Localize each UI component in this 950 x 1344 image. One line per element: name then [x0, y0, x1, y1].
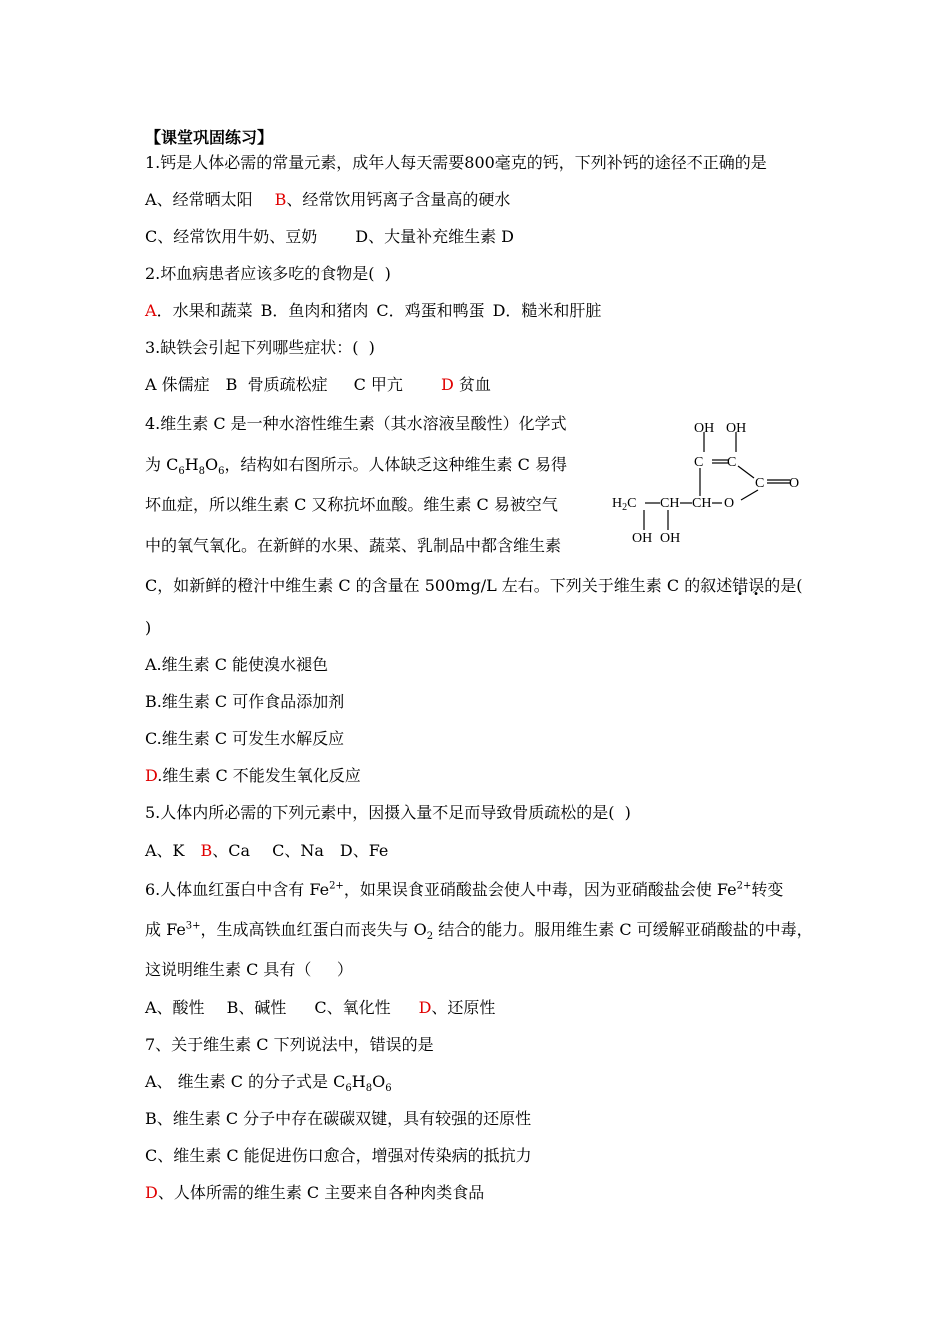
q6-line1-b: ，如果误食亚硝酸盐会使人中毒，因为亚硝酸盐会使 Fe: [343, 880, 737, 899]
q4-formula-h-count: 8: [198, 466, 206, 478]
q4-line5-end: 的是(: [764, 576, 803, 595]
struct-c-1: C: [694, 455, 704, 470]
q1-options-ab: [145, 190, 510, 210]
q5-d-text: D、Fe: [339, 841, 389, 860]
struct-c-3: C: [755, 476, 765, 491]
q1-a-text: 、经常晒太阳: [156, 190, 253, 209]
q1-options-cd: [145, 227, 514, 247]
q1-a-key: A: [145, 190, 157, 209]
q1-c-text: 、经常饮用牛奶、豆奶: [157, 227, 318, 246]
q6-a-text: A、酸性: [145, 998, 205, 1017]
q6-d-key-answer: D: [418, 998, 432, 1017]
q4-line2: [145, 455, 567, 478]
q2-d-text: D．糙米和肝脏: [492, 301, 602, 320]
q7-stem: 7、关于维生素 C 下列说法中，错误的是: [145, 1035, 434, 1054]
q4-formula-c: 为 C: [145, 455, 179, 474]
struct-h2c: $H_2C$: [612, 496, 637, 513]
q4-formula-o: O: [205, 455, 219, 474]
q4-option-c: C.维生素 C 可发生水解反应: [145, 729, 345, 748]
q2-a-key-answer: A: [145, 301, 157, 320]
q4-line1: 4.维生素 C 是一种水溶性维生素（其水溶液呈酸性）化学式: [145, 414, 567, 433]
q1-stem: 1.钙是人体必需的常量元素，成年人每天需要800毫克的钙，下列补钙的途径不正确的是: [145, 153, 767, 172]
q4-d-key-answer: D: [145, 766, 158, 785]
q4-emphasis-char-1: 错: [732, 576, 749, 595]
q3-d-key-answer: D: [440, 375, 454, 394]
q6-options: [145, 998, 495, 1018]
q5-b-text: 、Ca: [212, 841, 251, 860]
q4-line6: ): [145, 618, 152, 637]
struct-ch-2: CH: [692, 496, 712, 511]
q6-line1: [145, 880, 783, 900]
q4-emphasis-char-2: 误: [748, 576, 765, 595]
q3-c-text: C 甲亢: [353, 375, 403, 394]
q4-line3: 坏血症，所以维生素 C 又称抗坏血酸。维生素 C 易被空气: [145, 495, 558, 514]
q6-line2: [145, 920, 813, 943]
q2-stem: 2.坏血病患者应该多吃的食物是( ): [145, 264, 391, 283]
q3-a-text: A 侏儒症: [145, 375, 210, 394]
struct-o-ring: O: [724, 496, 735, 511]
q7-option-b: B、维生素 C 分子中存在碳碳双键，具有较强的还原性: [145, 1109, 532, 1128]
q7-option-c: C、维生素 C 能促进伤口愈合，增强对传染病的抵抗力: [145, 1146, 532, 1165]
struct-oh-4: OH: [660, 531, 681, 546]
q1-b-text: 、经常饮用钙离子含量高的硬水: [286, 190, 511, 209]
q6-charge-2: 2+: [736, 880, 752, 892]
q7-d-key-answer: D: [145, 1183, 158, 1202]
q7-d-text: 、人体所需的维生素 C 主要来自各种肉类食品: [157, 1183, 485, 1202]
struct-oh-1: OH: [694, 421, 715, 436]
q5-b-key-answer: B: [200, 841, 213, 860]
q6-line2-c: 结合的能力。服用维生素 C 可缓解亚硝酸盐的中毒，: [433, 920, 813, 939]
q6-line2-b: ，生成高铁血红蛋白而丧失与 O: [200, 920, 427, 939]
q4-line4: 中的氧气氧化。在新鲜的水果、蔬菜、乳制品中都含维生素: [145, 536, 562, 555]
q3-b-text: B 骨质疏松症: [225, 375, 328, 394]
q6-b-text: B、碱性: [226, 998, 287, 1017]
q4-d-text: .维生素 C 不能发生氧化反应: [157, 766, 361, 785]
q7-a-h-count: 8: [365, 1083, 373, 1095]
q4-formula-o-count: 6: [218, 466, 225, 478]
q7-a-h: H: [351, 1072, 366, 1091]
q4-option-a: A.维生素 C 能使溴水褪色: [145, 655, 329, 674]
q5-stem: 5.人体内所必需的下列元素中，因摄入量不足而导致骨质疏松的是( ): [145, 803, 631, 822]
q6-c-text: C、氧化性: [314, 998, 391, 1017]
q1-d-key: D: [355, 227, 369, 246]
q6-o2-sub: 2: [426, 931, 434, 943]
q2-options: [145, 301, 601, 321]
q4-formula-c-count: 6: [178, 466, 185, 478]
q6-charge-1: 2+: [329, 880, 344, 892]
q1-c-key: C: [145, 227, 158, 246]
q3-options: [145, 375, 491, 395]
q4-line2-rest: ，结构如右图所示。人体缺乏这种维生素 C 易得: [224, 455, 567, 474]
q4-line5: [145, 576, 803, 596]
q2-a-text: ．水果和蔬菜: [156, 301, 253, 320]
q7-a-c-count: 6: [345, 1083, 352, 1095]
q7-option-a: [145, 1072, 392, 1095]
q7-option-d: [145, 1183, 484, 1203]
struct-o-double: O: [789, 476, 800, 491]
q6-line2-a: 成 Fe: [145, 920, 186, 939]
vitamin-c-structure-diagram: [600, 410, 820, 560]
q7-a-text: A、 维生素 C 的分子式是 C: [145, 1072, 346, 1091]
q4-formula-h: H: [184, 455, 199, 474]
q4-option-b: B.维生素 C 可作食品添加剂: [145, 692, 345, 711]
q5-options: [145, 841, 388, 861]
struct-c-2: C: [727, 455, 737, 470]
section-heading: 【课堂巩固练习】: [145, 128, 274, 147]
q2-c-text: C．鸡蛋和鸭蛋: [376, 301, 485, 320]
q3-stem: 3.缺铁会引起下列哪些症状：( ): [145, 338, 375, 357]
q3-d-text: 贫血: [453, 375, 491, 394]
struct-oh-2: OH: [726, 421, 747, 436]
q5-a-text: A、K: [145, 841, 185, 860]
q4-line5-text: C，如新鲜的橙汁中维生素 C 的含量在 500mg/L 左右。下列关于维生素 C 的叙述: [145, 576, 733, 595]
struct-oh-3: OH: [632, 531, 653, 546]
q6-line1-c: 转变: [751, 880, 784, 899]
q6-line1-a: 6.人体血红蛋白中含有 Fe: [145, 880, 330, 899]
q7-a-o-count: 6: [385, 1083, 392, 1095]
struct-ch-1: CH: [660, 496, 680, 511]
q6-line3: 这说明维生素 C 具有（ ）: [145, 960, 353, 979]
q7-a-o: O: [372, 1072, 386, 1091]
q4-option-d: [145, 766, 361, 786]
q1-b-key-answer: B: [274, 190, 287, 209]
q2-b-text: B．鱼肉和猪肉: [260, 301, 369, 320]
q6-charge-3: 3+: [185, 920, 201, 932]
q5-c-text: C、Na: [272, 841, 324, 860]
q1-d-text: 、大量补充维生素 D: [368, 227, 515, 246]
q6-d-text: 、还原性: [431, 998, 496, 1017]
